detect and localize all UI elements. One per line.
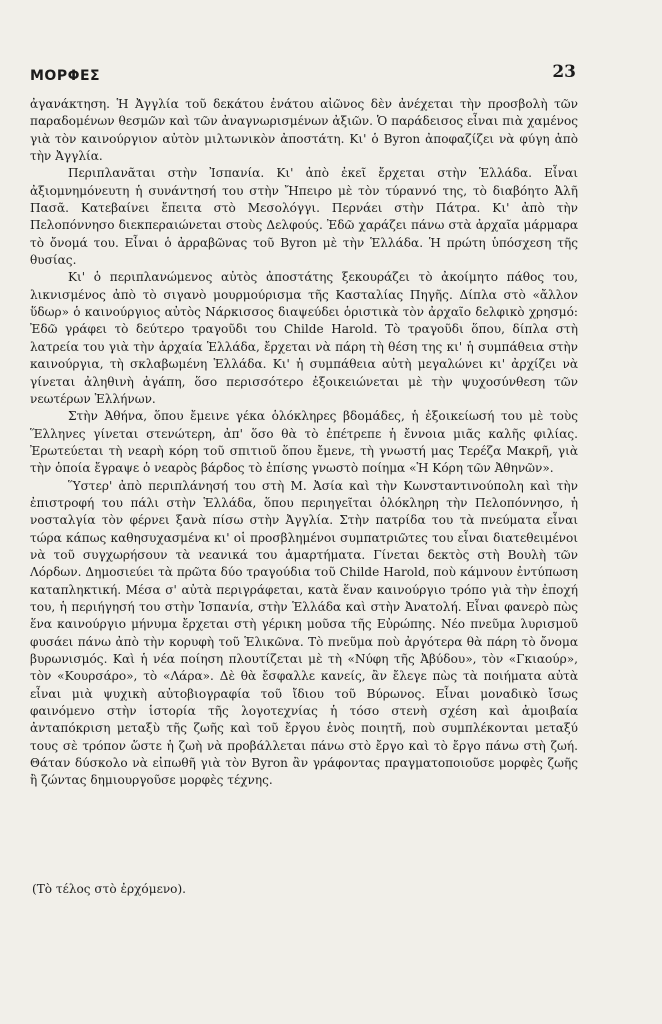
page-number: 23 [552,62,576,82]
running-title: ΜΟΡΦΕΣ [30,68,101,84]
paragraph: Κι' ὁ περιπλανώμενος αὐτὸς ἀποστάτης ξεκουράζει τὸ ἀκοίμητο πάθος του, λικνισμένος ἀπὸ τὸ σιγανὸ μουρμούρισμα τῆς Κασταλίας Πηγῆς. Δίπλα στὸ «ἄλλον ὕδωρ» ὁ καινούργιος αὐτὸς Νάρκισσος διαψεύδει ὁριστικὰ τὸν ἀρχαῖο δελφικὸ χρησμό: Ἐδῶ γράφει τὸ δεύτερο τραγοῦδι του Childe Harold. Τὸ τραγοῦδι ὅπου, δίπλα στὴ λατρεία του γιὰ τὴν ἀρχαία Ἑλλάδα, ἔρχεται νὰ πάρη τὴ θέση της κι' ἡ συμπάθεια στὴν καινούργια, τὴ σκλαβωμένη Ἑλλάδα. Κι' ἡ συμπάθεια αὐτὴ μεγαλώνει κι' ἀρχίζει νὰ γίνεται ἀληθινὴ ἀγάπη, ὅσο περισσότερο ἐξοικειώνεται μὲ τὴν ψυχοσύνθεση τῶν νεωτέρων Ἑλλήνων. [30,270,578,406]
paragraph: ἀγανάκτηση. Ἡ Ἀγγλία τοῦ δεκάτου ἐνάτου αἰῶνος δὲν ἀνέχεται τὴν προσβολὴ τῶν παραδομένων θεσμῶν καὶ τῶν ἀναγνωρισμένων ἀξιῶν. Ὁ παράδεισος εἶναι πιὰ χαμένος γιὰ τὸν καινούργιον αὐτὸν μιλτωνικὸν ἀποστάτη. Κι' ὁ Βyron ἀποφαζίζει νὰ φύγη ἀπὸ τὴν Ἀγγλία. [30,97,578,164]
paragraph: Στὴν Ἀθήνα, ὅπου ἔμεινε γέκα ὁλόκληρες βδομάδες, ἡ ἐξοικείωσή του μὲ τοὺς Ἕλληνες γίνεται στενώτερη, ἀπ' ὅσο θὰ τὸ ἐπέτρεπε ἡ ἔννοια μιᾶς καλῆς φιλίας. Ἐρωτεύεται τὴ νεαρὴ κόρη τοῦ σπιτιοῦ ὅπου ἔμενε, τὴ γνωστή μας Τερέζα Μακρῆ, γιὰ τὴν ὁποία ἔγραψε ὁ νεαρὸς βάρδος τὸ ἐπίσης γνωστὸ ποίημα «Ἡ Κόρη τῶν Ἀθηνῶν». [30,409,578,476]
continuation-note: (Τὸ τέλος στὸ ἐρχόμενο). [32,882,187,896]
body-text [30,96,578,790]
paragraph: Ὕστερ' ἀπὸ περιπλάνησή του στὴ Μ. Ἀσία καὶ τὴν Κωνσταντινούπολη καὶ τὴν ἐπιστροφή του πάλι στὴν Ἑλλάδα, ὅπου περιηγεῖται ὁλόκληρη τὴν Πελοπόννησο, ἡ νοσταλγία τὸν φέρνει ξανὰ πίσω στὴν Ἀγγλία. Στὴν πατρίδα του τὰ πνεύματα εἶναι τώρα κάπως καθησυχασμένα κι' οἱ προσβλημένοι συμπατριῶτες του εἶναι διατεθειμένοι νὰ τοῦ συγχωρήσουν τὰ νεανικά του ἁμαρτήματα. Γίνεται δεκτὸς στὴ Βουλὴ τῶν Λόρδων. Δημοσιεύει τὰ πρῶτα δύο τραγούδια τοῦ Childe Harold, ποὺ κάμνουν ἐντύπωση καταπληκτική. Μέσα σ' αὐτὰ περιγράφεται, κατὰ ἕναν καινούργιο τρόπο γιὰ τὴν ἐποχή του, ἡ περιήγησή του στὴν Ἰσπανία, στὴν Ἑλλάδα καὶ στὴν Ἀνατολή. Εἶναι φανερὸ πὼς ἕνα καινούργιο μήνυμα ἔρχεται στὴ γέρικη μοῦσα τῆς Εὐρώπης. Νέο πνεῦμα λυρισμοῦ φυσάει πάνω ἀπὸ τὴν κορυφὴ τοῦ Ἑλικῶνα. Τὸ πνεῦμα ποὺ ἀργότερα θὰ πάρη τὸ ὄνομα βυρωνισμός. Καὶ ἡ νέα ποίηση πλουτίζεται μὲ τὴ «Νύφη τῆς Ἀβύδου», τὸν «Γκιαούρ», τὸν «Κουρσάρο», τὸ «Λάρα». Δὲ θὰ ἔσφαλλε κανείς, ἂν ἔλεγε πὼς τὰ ποιήματα αὐτὰ εἶναι μιὰ ψυχικὴ αὐτοβιογραφία τοῦ ἴδιου τοῦ Βύρωνος. Εἶναι μοναδικὸ ἴσως φαινόμενο στὴν ἱστορία τῆς λογοτεχνίας ἡ τόσο στενὴ σχέση καὶ ἀμοιβαία ἀνταπόκριση μεταξὺ τῆς ζωῆς καὶ τοῦ ἔργου ἑνὸς ποιητῆ, ποὺ συμπλέκονται μεταξύ τους σὲ τρόπον ὥστε ἡ ζωὴ νὰ προβάλλεται πάνω στὸ ἔργο καὶ τὸ ἔργο πάνω στὴ ζωή. Θάταν δύσκολο νὰ εἰπωθῆ γιὰ τὸν Βyron ἂν γράφοντας πραγματοποιοῦσε μορφὲς ζωῆς ἢ ζώντας δημιουργοῦσε μορφὲς τέχνης. [30,478,578,788]
page-header [30,62,576,86]
paragraph: Περιπλανᾶται στὴν Ἰσπανία. Κι' ἀπὸ ἐκεῖ ἔρχεται στὴν Ἑλλάδα. Εἶναι ἀξιομνημόνευτη ἡ συνάντησή του στὴν Ἤπειρο μὲ τὸν τύραννό της, τὸ διαβόητο Ἀλῆ Πασᾶ. Κατεβαίνει ἔπειτα στὸ Μεσολόγγι. Περνάει στὴν Πάτρα. Κι' ἀπὸ τὴν Πελοπόννησο διεκπεραιώνεται στοὺς Δελφούς. Ἐδῶ χαράζει πάνω στὰ ἀρχαῖα μάρμαρα τὸ ὄνομά του. Εἶναι ὁ ἀρραβῶνας τοῦ Βyron μὲ τὴν Ἑλλάδα. Ἡ πρώτη ὑπόσχεση τῆς θυσίας. [30,166,578,268]
